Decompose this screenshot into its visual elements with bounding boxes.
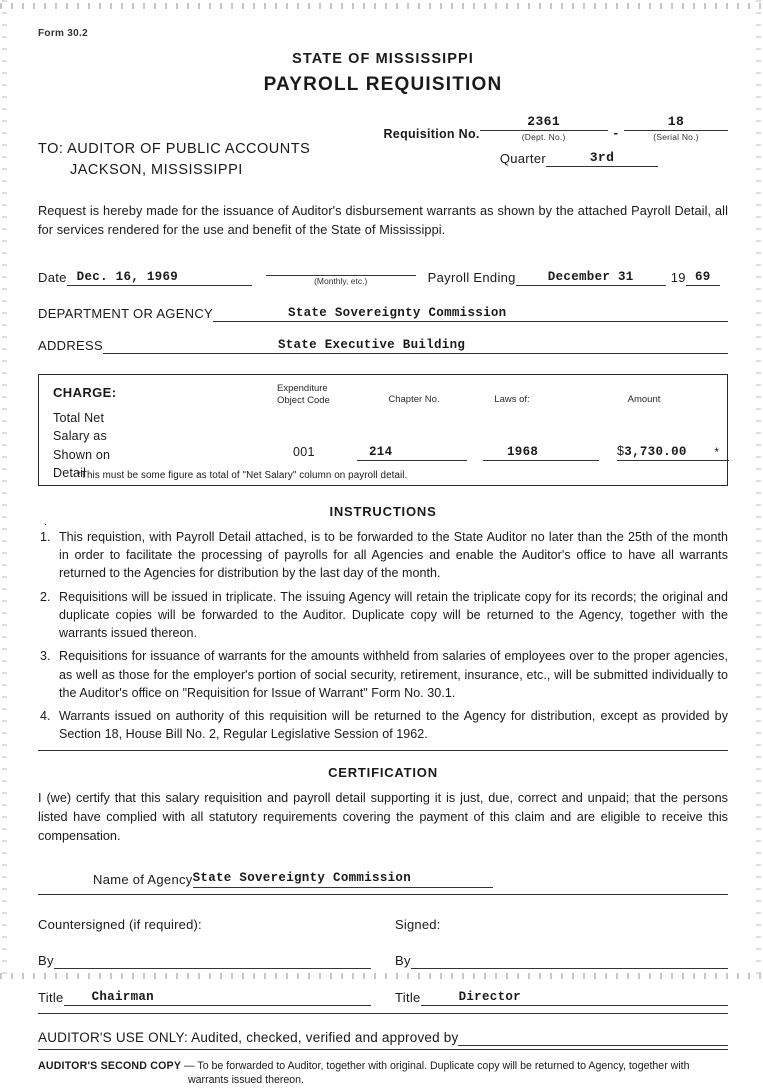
year-value: 69: [694, 269, 711, 284]
amount-currency-symbol: $: [617, 443, 625, 458]
address-value: State Executive Building: [277, 337, 466, 352]
page-perforation-left: [2, 0, 7, 983]
address-field[interactable]: [103, 339, 728, 354]
signed-title-field[interactable]: [421, 991, 728, 1006]
charge-row-label-line-1: Total Net: [53, 410, 105, 425]
signed-by-row: [395, 953, 728, 969]
address-label: ADDRESS: [38, 337, 103, 353]
object-code-value[interactable]: 001: [293, 444, 315, 459]
charge-col-chapter: Chapter No.: [388, 393, 440, 405]
auditor-use-only-row: [38, 1030, 728, 1046]
requisition-separator: -: [613, 125, 618, 140]
second-copy-text: To be forwarded to Auditor, together with original. Duplicate copy will be returned to Agency, together with: [197, 1059, 690, 1072]
dept-no-note: (Dept. No.): [521, 132, 566, 142]
instruction-item: This requistion, with Payroll Detail attached, is to be forwarded to the State Auditor no later than the 25th of the month in order to facilitate the processing of payrolls for all Agencies and enable the Auditor's office to have all warrants returned to the Agencies for distribution by the last day of the month.: [59, 529, 728, 581]
addressee-line-2: JACKSON, MISSISSIPPI: [70, 161, 243, 178]
page-perforation-right: [756, 0, 761, 983]
agency-name-row: [38, 872, 728, 888]
form-page: [38, 28, 728, 1088]
certification-heading: CERTIFICATION: [328, 764, 438, 780]
charge-col-object-code-text: Object Code: [277, 394, 330, 406]
date-label: Date: [38, 269, 67, 285]
signed-title-label: Title: [395, 989, 421, 1005]
stray-mark: .: [44, 515, 48, 528]
payroll-ending-label: Payroll Ending: [427, 269, 516, 285]
agency-name-field[interactable]: [192, 870, 493, 888]
form-number: Form 30.2: [38, 28, 88, 39]
amount-field[interactable]: [617, 444, 687, 459]
signature-col-countersigned: [38, 917, 371, 1006]
form-header: [38, 51, 728, 96]
countersigned-title-field[interactable]: [64, 991, 371, 1006]
signed-title-row: [395, 990, 728, 1006]
state-heading: STATE OF MISSISSIPPI: [292, 51, 474, 67]
countersigned-by-label: By: [38, 952, 54, 968]
instructions-divider: [38, 750, 728, 751]
charge-row-label-line-3: Shown on: [53, 447, 111, 462]
request-paragraph: Request is hereby made for the issuance of Auditor's disbursement warrants as shown by the attached Payroll Detail, all for services rendered for the use and benefit of the State of Mississippi.: [38, 204, 728, 238]
charge-column-headers: [39, 383, 727, 409]
signature-divider: [38, 1013, 728, 1014]
frequency-note: (Monthly, etc.): [314, 275, 368, 286]
agency-name-value: State Sovereignty Commission: [192, 870, 412, 885]
instruction-item: Warrants issued on authority of this requisition will be returned to the Agency for distribution, except as provided by Section 18, House Bill No. 2, Regular Legislative Session of 1962.: [59, 709, 728, 742]
instruction-item: Requisitions will be issued in triplicate. The issuing Agency will retain the triplicate copy for its records; the original and duplicate copies will be forwarded to the Auditor. Duplicate copy will be returned to the Agency, together with the warrants issued thereon.: [59, 589, 728, 640]
second-copy-text-cont: warrants issued thereon.: [188, 1074, 305, 1087]
year-field[interactable]: [686, 271, 720, 286]
second-copy-dash: —: [184, 1059, 195, 1072]
payroll-ending-value: December 31: [547, 269, 634, 284]
charge-footnote: *This must be some figure as total of "Net Salary" column on payroll detail.: [77, 469, 408, 481]
department-row: [38, 306, 728, 322]
page-perforation-top: [0, 3, 763, 9]
charge-asterisk: *: [714, 444, 719, 459]
serial-no-note: (Serial No.): [653, 132, 699, 142]
charge-row-label-line-2: Salary as: [53, 429, 107, 444]
charge-col-object-code: [277, 383, 361, 407]
signature-col-signed: [395, 917, 728, 1006]
auditor-divider: [38, 1049, 728, 1050]
countersigned-title-row: [38, 990, 371, 1006]
addressee-line-1: TO: AUDITOR OF PUBLIC ACCOUNTS: [38, 141, 311, 157]
certification-paragraph: I (we) certify that this salary requisition and payroll detail supporting it is just, due, correct and unpaid; that the persons listed have complied with all statutory requirements covering the payment of this claim and are eligible to receive this compensation.: [38, 790, 728, 843]
countersigned-title-value: Chairman: [91, 989, 154, 1004]
chapter-value[interactable]: 214: [369, 444, 393, 459]
address-row: [38, 338, 728, 354]
form-title: PAYROLL REQUISITION: [263, 74, 503, 95]
charge-row-label-line-4: Detail: [53, 466, 87, 481]
second-copy-label: AUDITOR'S SECOND COPY: [38, 1059, 182, 1072]
certification-divider: [38, 894, 728, 895]
quarter-label: Quarter: [499, 151, 546, 166]
countersigned-by-row: [38, 953, 371, 969]
department-value: State Sovereignty Commission: [288, 305, 507, 320]
department-field[interactable]: [213, 307, 728, 322]
charge-title: CHARGE:: [53, 384, 117, 400]
amount-value: 3,730.00: [624, 444, 687, 459]
date-row: [38, 261, 728, 286]
frequency-field[interactable]: [266, 261, 416, 276]
requisition-number-label: Requisition No.: [383, 127, 480, 141]
signed-title-value: Director: [458, 989, 521, 1004]
signature-grid: [38, 917, 728, 1006]
quarter-field[interactable]: 3rd: [546, 150, 658, 167]
requisition-number-row: [38, 114, 728, 142]
dept-no-field[interactable]: 2361: [480, 114, 608, 131]
laws-rule: [483, 460, 599, 461]
year-prefix: 19: [670, 269, 686, 285]
date-value: Dec. 16, 1969: [76, 269, 179, 284]
charge-box: [38, 374, 728, 486]
charge-col-amount: Amount: [627, 393, 661, 405]
charge-values-row: [39, 439, 727, 459]
chapter-rule: [357, 460, 467, 461]
second-copy-note: [38, 1059, 728, 1088]
serial-no-field[interactable]: 18: [624, 114, 728, 131]
payroll-ending-field[interactable]: [516, 271, 666, 286]
amount-rule: [617, 460, 729, 461]
charge-col-laws: Laws of:: [494, 393, 530, 405]
countersigned-title-label: Title: [38, 989, 64, 1005]
agency-name-label: Name of Agency: [93, 871, 193, 887]
auditor-use-only-label: AUDITOR'S USE ONLY: Audited, checked, verified and approved by: [38, 1029, 459, 1045]
instructions-heading: INSTRUCTIONS: [329, 503, 437, 519]
countersigned-label: Countersigned (if required):: [38, 916, 202, 932]
charge-col-expenditure-text: Expenditure: [277, 382, 328, 394]
auditor-approved-by-field[interactable]: [458, 1031, 728, 1046]
instruction-item: Requisitions for issuance of warrants for the amounts withheld from salaries of employees over to the proper agencies, as well as those for the employer's portion of social security, retirement, insurance, etc., will be submitted individually to the Auditor's office on "Requisition for Issue of Warrant" Form No. 30.1.: [59, 649, 728, 700]
laws-value[interactable]: 1968: [507, 444, 539, 459]
date-field[interactable]: [67, 271, 252, 286]
signed-by-label: By: [395, 952, 411, 968]
instructions-list: [38, 528, 728, 744]
signed-label: Signed:: [395, 916, 441, 932]
department-label: DEPARTMENT OR AGENCY: [38, 305, 214, 321]
countersigned-by-field[interactable]: [54, 954, 371, 969]
signed-by-field[interactable]: [411, 954, 728, 969]
